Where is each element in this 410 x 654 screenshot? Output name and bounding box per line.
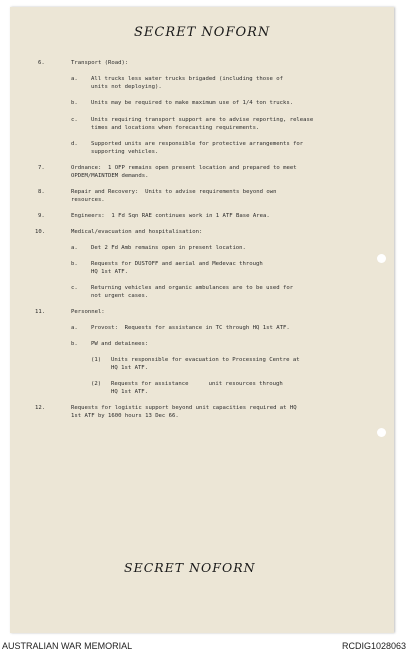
typed-line: c. [71,285,78,291]
typed-line: resources. [71,197,105,203]
typed-line: (1) [91,357,102,363]
classification-footer: SECRET NOFORN [124,560,256,575]
typed-line: Units may be required to make maximum use of 1/4 ton trucks. [91,100,294,106]
typed-line: 1st ATF by 1600 hours 13 Dec 66. [71,413,179,419]
typed-line: Transport (Road): [71,60,129,66]
typed-line: a. [71,76,78,82]
typed-line: supporting vehicles. [91,149,159,155]
typed-line: a. [71,245,78,251]
typed-line: HQ 1st ATF. [111,389,149,395]
punch-hole [377,254,386,263]
classification-header: SECRET NOFORN [134,25,271,40]
typed-line: Repair and Recovery: Units to advise requirements beyond own [71,189,277,195]
typed-line: Provost: Requests for assistance in TC through HQ 1st ATF. [91,325,290,331]
typed-line: Engineers: 1 Fd Sqn RAE continues work in 1 ATF Base Area. [71,213,270,219]
typed-line: d. [71,141,78,147]
typed-line: HQ 1st ATF. [111,365,149,371]
typed-line: b. [71,261,78,267]
typed-line: Requests for assistance unit resources through [111,381,283,387]
typed-line: HQ 1st ATF. [91,269,129,275]
typed-line: b. [71,100,78,106]
typed-line: times and locations when forecasting requirements. [91,125,260,131]
typed-line: Ordnance: 1 OFP remains open present location and prepared to meet [71,165,297,171]
typed-line: Units responsible for evacuation to Processing Centre at [111,357,300,363]
archive-reference: RCDIG1028063 [341,641,406,651]
punch-hole [377,428,386,437]
typed-line: units not deploying). [91,84,162,90]
typed-line: (2) [91,381,102,387]
typed-line: c. [71,117,78,123]
typed-line: Det 2 Fd Amb remains open in present location. [91,245,246,251]
typed-line: Medical/evacuation and hospitalisation: [71,229,203,235]
typed-line: 8. [38,189,45,195]
typed-line: 11. [35,309,46,315]
typed-line: 10. [35,229,46,235]
typed-line: 9. [38,213,45,219]
typed-line: a. [71,325,78,331]
typed-line: Returning vehicles and organic ambulances are to be used for [91,285,294,291]
archive-name: AUSTRALIAN WAR MEMORIAL [2,641,133,651]
typed-line: PW and detainees: [91,341,149,347]
typed-line: 6. [38,60,45,66]
typed-line: OPDEM/MAINTDEM demands. [71,173,149,179]
typed-line: 12. [35,405,46,411]
archive-footer [0,638,410,654]
typed-line: Requests for DUSTOFF and aerial and Medevac through [91,261,263,267]
typed-line: Requests for logistic support beyond unit capacities required at HQ [71,405,297,411]
typed-line: Supported units are responsible for protective arrangements for [91,141,304,147]
typed-line: b. [71,341,78,347]
typed-line: All trucks less water trucks brigaded (including those of [91,76,283,82]
typed-line: Units requiring transport support are to advise reporting, release [91,117,314,123]
typed-line: Personnel: [71,309,105,315]
typed-line: 7. [38,165,45,171]
typed-line: not urgent cases. [91,293,149,299]
